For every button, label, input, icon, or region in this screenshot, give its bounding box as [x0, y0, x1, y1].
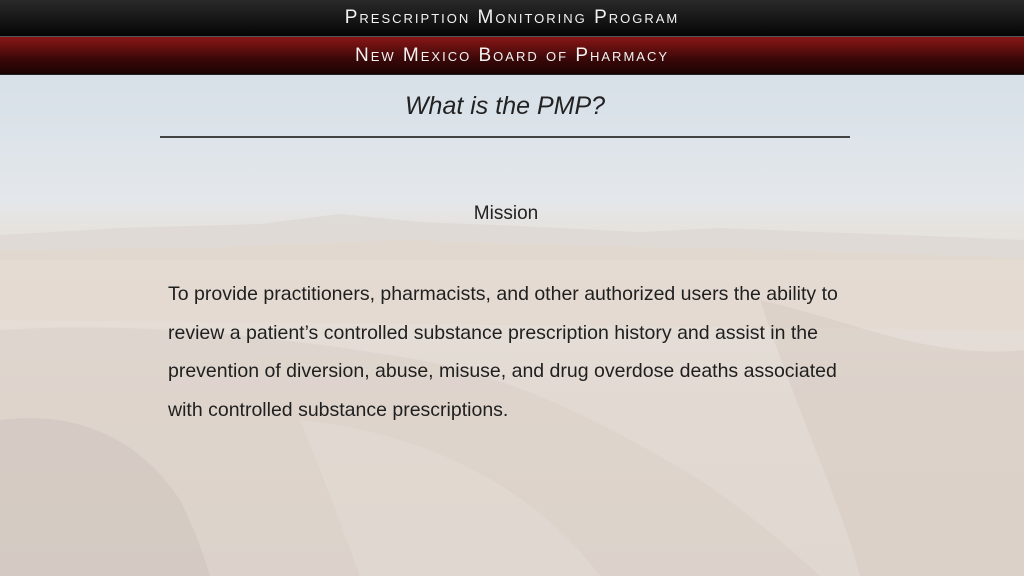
slide-title: What is the PMP? [404, 92, 606, 120]
title-divider [160, 136, 850, 138]
mission-statement: To provide practitioners, pharmacists, and other authorized users the ability to review a patient’s controlled substance prescription history and assist in the prevention of diversion, abuse, misuse, and drug overdose deaths associated with controlled substance prescriptions. [168, 283, 838, 421]
program-title: Prescription Monitoring Program [344, 7, 680, 28]
board-header-bar [0, 37, 1024, 75]
program-header-bar [0, 0, 1024, 37]
board-title: New Mexico Board of Pharmacy [354, 44, 670, 66]
section-label: Mission [473, 203, 539, 224]
